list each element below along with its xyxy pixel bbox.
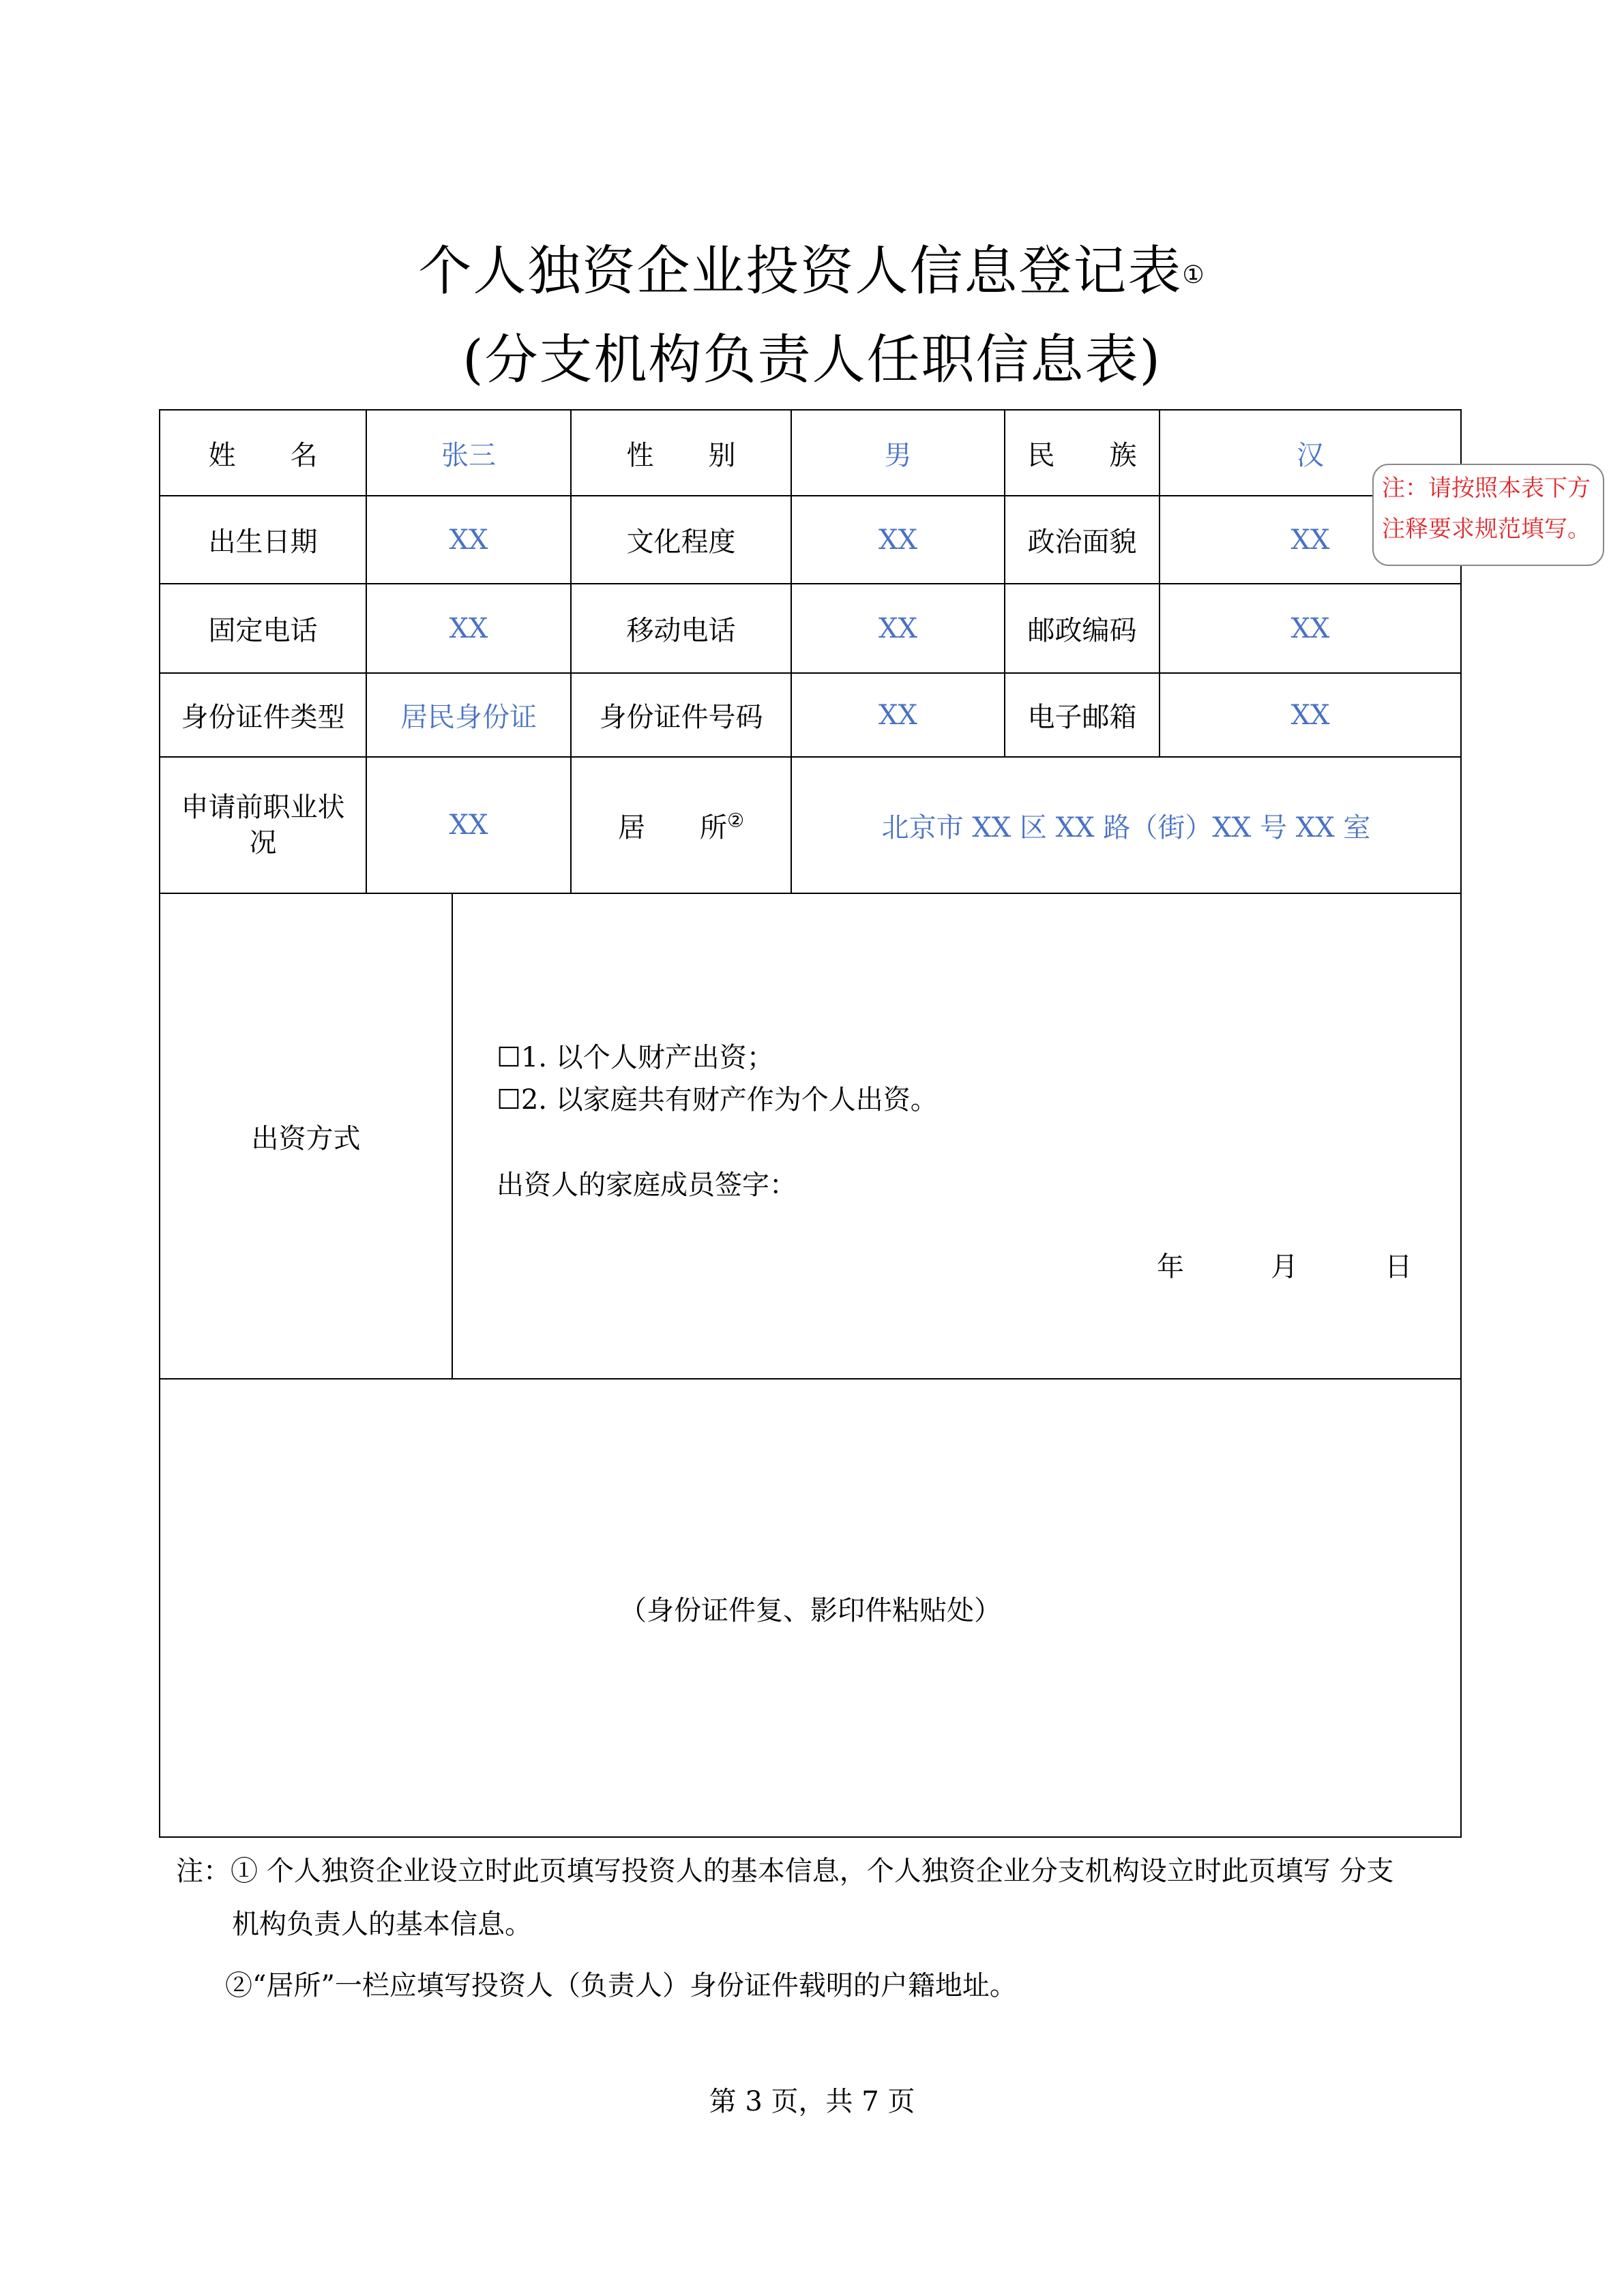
signature-date: 年 月 日 <box>1157 1251 1413 1283</box>
political-status-value[interactable]: XX <box>1160 496 1461 584</box>
form-title: 个人独资企业投资人信息登记表① <box>418 241 1206 302</box>
residence-value[interactable]: 北京市 XX 区 XX 路（街）XX 号 XX 室 <box>791 757 1461 893</box>
footnote-1: 注：① 个人独资企业设立时此页填写投资人的基本信息，个人独资企业分支机构设立时此页填写 分支 <box>176 1855 1394 1887</box>
mobile-label: 移动电话 <box>571 584 791 673</box>
id-type-label: 身份证件类型 <box>160 673 366 757</box>
option-family-property[interactable]: ☐2. 以家庭共有财产作为个人出资。 <box>497 1084 938 1116</box>
birth-date-label: 出生日期 <box>160 496 366 584</box>
registration-form <box>159 409 1462 1838</box>
footnote-2: ②“居所”一栏应填写投资人（负责人）身份证件载明的户籍地址。 <box>225 1970 1017 2001</box>
id-copy-paste-area: （身份证件复、影印件粘贴处） <box>160 1379 1461 1837</box>
gender-value[interactable]: 男 <box>791 410 1005 496</box>
footnote-mark-2: ② <box>726 809 745 832</box>
landline-label: 固定电话 <box>160 584 366 673</box>
id-type-value[interactable]: 居民身份证 <box>366 673 571 757</box>
education-label: 文化程度 <box>571 496 791 584</box>
instruction-callout <box>1372 464 1604 566</box>
political-status-label: 政治面貌 <box>1005 496 1160 584</box>
mobile-value[interactable]: XX <box>791 584 1005 673</box>
postal-code-label: 邮政编码 <box>1005 584 1160 673</box>
callout-line-1: 注：请按照本表下方 <box>1382 475 1591 502</box>
footnote-1-cont: 机构负责人的基本信息。 <box>232 1909 532 1940</box>
email-label: 电子邮箱 <box>1005 673 1160 757</box>
form-subtitle: (分支机构负责人任职信息表) <box>462 329 1162 391</box>
name-label: 姓 名 <box>160 410 366 496</box>
prior-occupation-label: 申请前职业状况 <box>160 757 366 893</box>
name-value[interactable]: 张三 <box>366 410 571 496</box>
id-number-value[interactable]: XX <box>791 673 1005 757</box>
residence-label: 居 所② <box>571 757 791 893</box>
ethnicity-value[interactable]: 汉 <box>1160 410 1461 496</box>
callout-line-2: 注释要求规范填写。 <box>1382 516 1591 543</box>
page-number: 第 3 页，共 7 页 <box>709 2086 915 2117</box>
option-personal-property[interactable]: ☐1. 以个人财产出资； <box>497 1042 774 1073</box>
id-number-label: 身份证件号码 <box>571 673 791 757</box>
landline-value[interactable]: XX <box>366 584 571 673</box>
birth-date-value[interactable]: XX <box>366 496 571 584</box>
education-value[interactable]: XX <box>791 496 1005 584</box>
family-signature-label: 出资人的家庭成员签字： <box>497 1169 797 1201</box>
prior-occupation-value[interactable]: XX <box>366 757 571 893</box>
postal-code-value[interactable]: XX <box>1160 584 1461 673</box>
footnote-mark-1: ① <box>1182 261 1206 289</box>
investment-method-label: 出资方式 <box>160 893 452 1379</box>
ethnicity-label: 民 族 <box>1005 410 1160 496</box>
email-value[interactable]: XX <box>1160 673 1461 757</box>
gender-label: 性 别 <box>571 410 791 496</box>
investment-method-cell <box>452 893 1461 1379</box>
